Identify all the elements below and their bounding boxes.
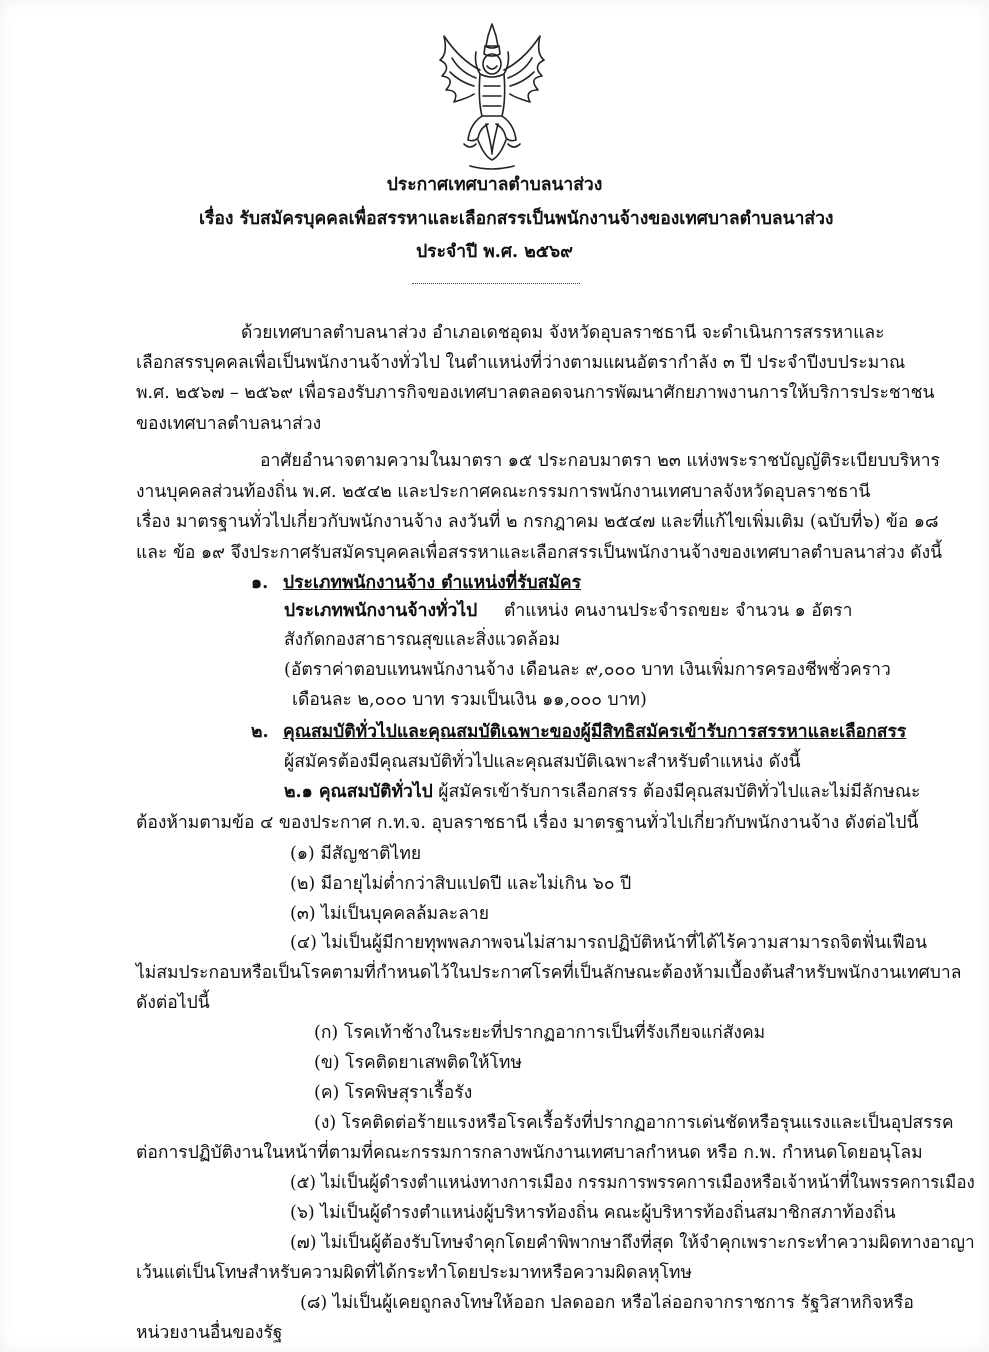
qualification-item-4-lead: ดังต่อไปนี้ — [136, 993, 210, 1013]
intro-line-4: ของเทศบาลตำบลนาส่วง — [136, 414, 322, 434]
qualification-item-3: (๓) ไม่เป็นบุคคลล้มละลาย — [290, 904, 490, 924]
disease-item-ngo-continued: ต่อการปฏิบัติงานในหน้าที่ตามที่คณะกรรมการกลางพนักงานเทศบาลกำหนด หรือ ก.พ. กำหนดโดยอนุโลม — [136, 1143, 923, 1163]
disease-item-ngo: (ง) โรคติดต่อร้ายแรงหรือโรคเรื้อรังที่ปรากฏอาการเด่นชัดหรือรุนแรงและเป็นอุปสรรค — [314, 1113, 954, 1133]
section2-number: ๒. — [251, 722, 269, 742]
employee-type-label: ประเภทพนักงานจ้างทั่วไป — [284, 601, 478, 621]
header-dotted-divider — [412, 283, 580, 284]
pay-rate-line-1: (อัตราค่าตอบแทนพนักงานจ้าง เดือนละ ๙,๐๐๐ บาท เงินเพิ่มการครองชีพชั่วคราว — [284, 660, 891, 680]
qualification-item-1: (๑) มีสัญชาติไทย — [290, 844, 422, 864]
division-name: สังกัดกองสาธารณสุขและสิ่งแวดล้อม — [284, 630, 561, 650]
section1-number: ๑. — [251, 573, 269, 593]
pay-rate-line-2: เดือนละ ๒,๐๐๐ บาท รวมเป็นเงิน ๑๑,๐๐๐ บาท) — [292, 690, 647, 710]
intro-line-2: เลือกสรรบุคคลเพื่อเป็นพนักงานจ้างทั่วไป ในตำแหน่งที่ว่างตามแผนอัตรากำลัง ๓ ปี ประจำปีงบประมาณ — [136, 353, 906, 373]
qualification-item-7: (๗) ไม่เป็นผู้ต้องรับโทษจำคุกโดยคำพิพากษาถึงที่สุด ให้จำคุกเพราะกระทำความผิดทางอาญา — [290, 1233, 975, 1253]
qualification-item-7-continued: เว้นแต่เป็นโทษสำหรับความผิดที่ได้กระทำโดยประมาทหรือความผิดลหุโทษ — [136, 1263, 692, 1283]
qualification-item-4: (๔) ไม่เป็นผู้มีกายทุพพลภาพจนไม่สามารถปฏิบัติหน้าที่ได้ไร้ความสามารถจิตฟั่นเฟือน — [290, 933, 928, 953]
qualification-2-1-label: ๒.๑ คุณสมบัติทั่วไป — [284, 782, 433, 802]
authority-line-4: และ ข้อ ๑๙ จึงประกาศรับสมัครบุคคลเพื่อสรรหาและเลือกสรรเป็นพนักงานจ้างของเทศบาลตำบลนาส่วง ดังนี้ — [136, 543, 943, 563]
authority-line-3: เรื่อง มาตรฐานทั่วไปเกี่ยวกับพนักงานจ้าง ลงวันที่ ๒ กรกฎาคม ๒๕๔๗ และที่แก้ไขเพิ่มเติม (ฉบับที่๖) ข้อ ๑๘ — [136, 512, 939, 532]
announcement-year: ประจำปี พ.ศ. ๒๕๖๙ — [416, 242, 573, 262]
disease-item-ka: (ก) โรคเท้าช้างในระยะที่ปรากฏอาการเป็นที่รังเกียจแก่สังคม — [314, 1023, 766, 1043]
authority-line-2: งานบุคคลส่วนท้องถิ่น พ.ศ. ๒๕๔๒ และประกาศคณะกรรมการพนักงานเทศบาลจังหวัดอุบลราชธานี — [136, 482, 871, 502]
qualification-2-1 — [284, 784, 920, 802]
qualification-item-5: (๕) ไม่เป็นผู้ดำรงตำแหน่งทางการเมือง กรรมการพรรคการเมืองหรือเจ้าหน้าที่ในพรรคการเมือง — [290, 1173, 975, 1193]
qualification-item-2: (๒) มีอายุไม่ต่ำกว่าสิบแปดปี และไม่เกิน ๖๐ ปี — [290, 874, 632, 894]
section2-subheading: ผู้สมัครต้องมีคุณสมบัติทั่วไปและคุณสมบัติเฉพาะสำหรับตำแหน่ง ดังนี้ — [284, 752, 801, 772]
qualification-item-6: (๖) ไม่เป็นผู้ดำรงตำแหน่งผู้บริหารท้องถิ่น คณะผู้บริหารท้องถิ่นสมาชิกสภาท้องถิ่น — [290, 1203, 896, 1223]
section2-heading: คุณสมบัติทั่วไปและคุณสมบัติเฉพาะของผู้มีสิทธิสมัครเข้ารับการสรรหาและเลือกสรร — [283, 722, 907, 742]
announcement-title: ประกาศเทศบาลตำบลนาส่วง — [386, 175, 603, 195]
qualification-item-8: (๘) ไม่เป็นผู้เคยถูกลงโทษให้ออก ปลดออก หรือไล่ออกจากราชการ รัฐวิสาหกิจหรือ — [300, 1293, 914, 1313]
disease-item-kho: (ค) โรคพิษสุราเรื้อรัง — [314, 1083, 473, 1103]
intro-line-3: พ.ศ. ๒๕๖๗ – ๒๕๖๙ เพื่อรองรับภารกิจของเทศบาลตลอดจนการพัฒนาศักยภาพงานการให้บริการประชาชน — [136, 383, 935, 403]
authority-line-1: อาศัยอำนาจตามความในมาตรา ๑๕ ประกอบมาตรา ๒๓ แห่งพระราชบัญญัติระเบียบบริหาร — [260, 451, 940, 471]
qualification-2-1-continued: ต้องห้ามตามข้อ ๔ ของประกาศ ก.ท.จ. อุบลราชธานี เรื่อง มาตรฐานทั่วไปเกี่ยวกับพนักงานจ้าง ดังต่อไปนี้ — [136, 813, 919, 833]
disease-item-kha: (ข) โรคติดยาเสพติดให้โทษ — [314, 1053, 522, 1073]
position-detail: ตำแหน่ง คนงานประจำรถขยะ จำนวน ๑ อัตรา — [504, 601, 853, 621]
qualification-2-1-text: ผู้สมัครเข้ารับการเลือกสรร ต้องมีคุณสมบัติทั่วไปและไม่มีลักษณะ — [432, 782, 921, 802]
announcement-subject: เรื่อง รับสมัครบุคคลเพื่อสรรหาและเลือกสรรเป็นพนักงานจ้างของเทศบาลตำบลนาส่วง — [199, 209, 834, 229]
garuda-emblem — [430, 20, 554, 172]
intro-line-1: ด้วยเทศบาลตำบลนาส่วง อำเภอเดชอุดม จังหวัดอุบลราชธานี จะดำเนินการสรรหาและ — [241, 323, 885, 343]
qualification-item-8-continued: หน่วยงานอื่นของรัฐ — [136, 1323, 283, 1343]
qualification-item-4-continued: ไม่สมประกอบหรือเป็นโรคตามที่กำหนดไว้ในประกาศโรคที่เป็นลักษณะต้องห้ามเบื้องต้นสำหรับพนักงานเทศบาล — [136, 963, 962, 983]
section1-heading: ประเภทพนักงานจ้าง ตำแหน่งที่รับสมัคร — [283, 573, 581, 593]
